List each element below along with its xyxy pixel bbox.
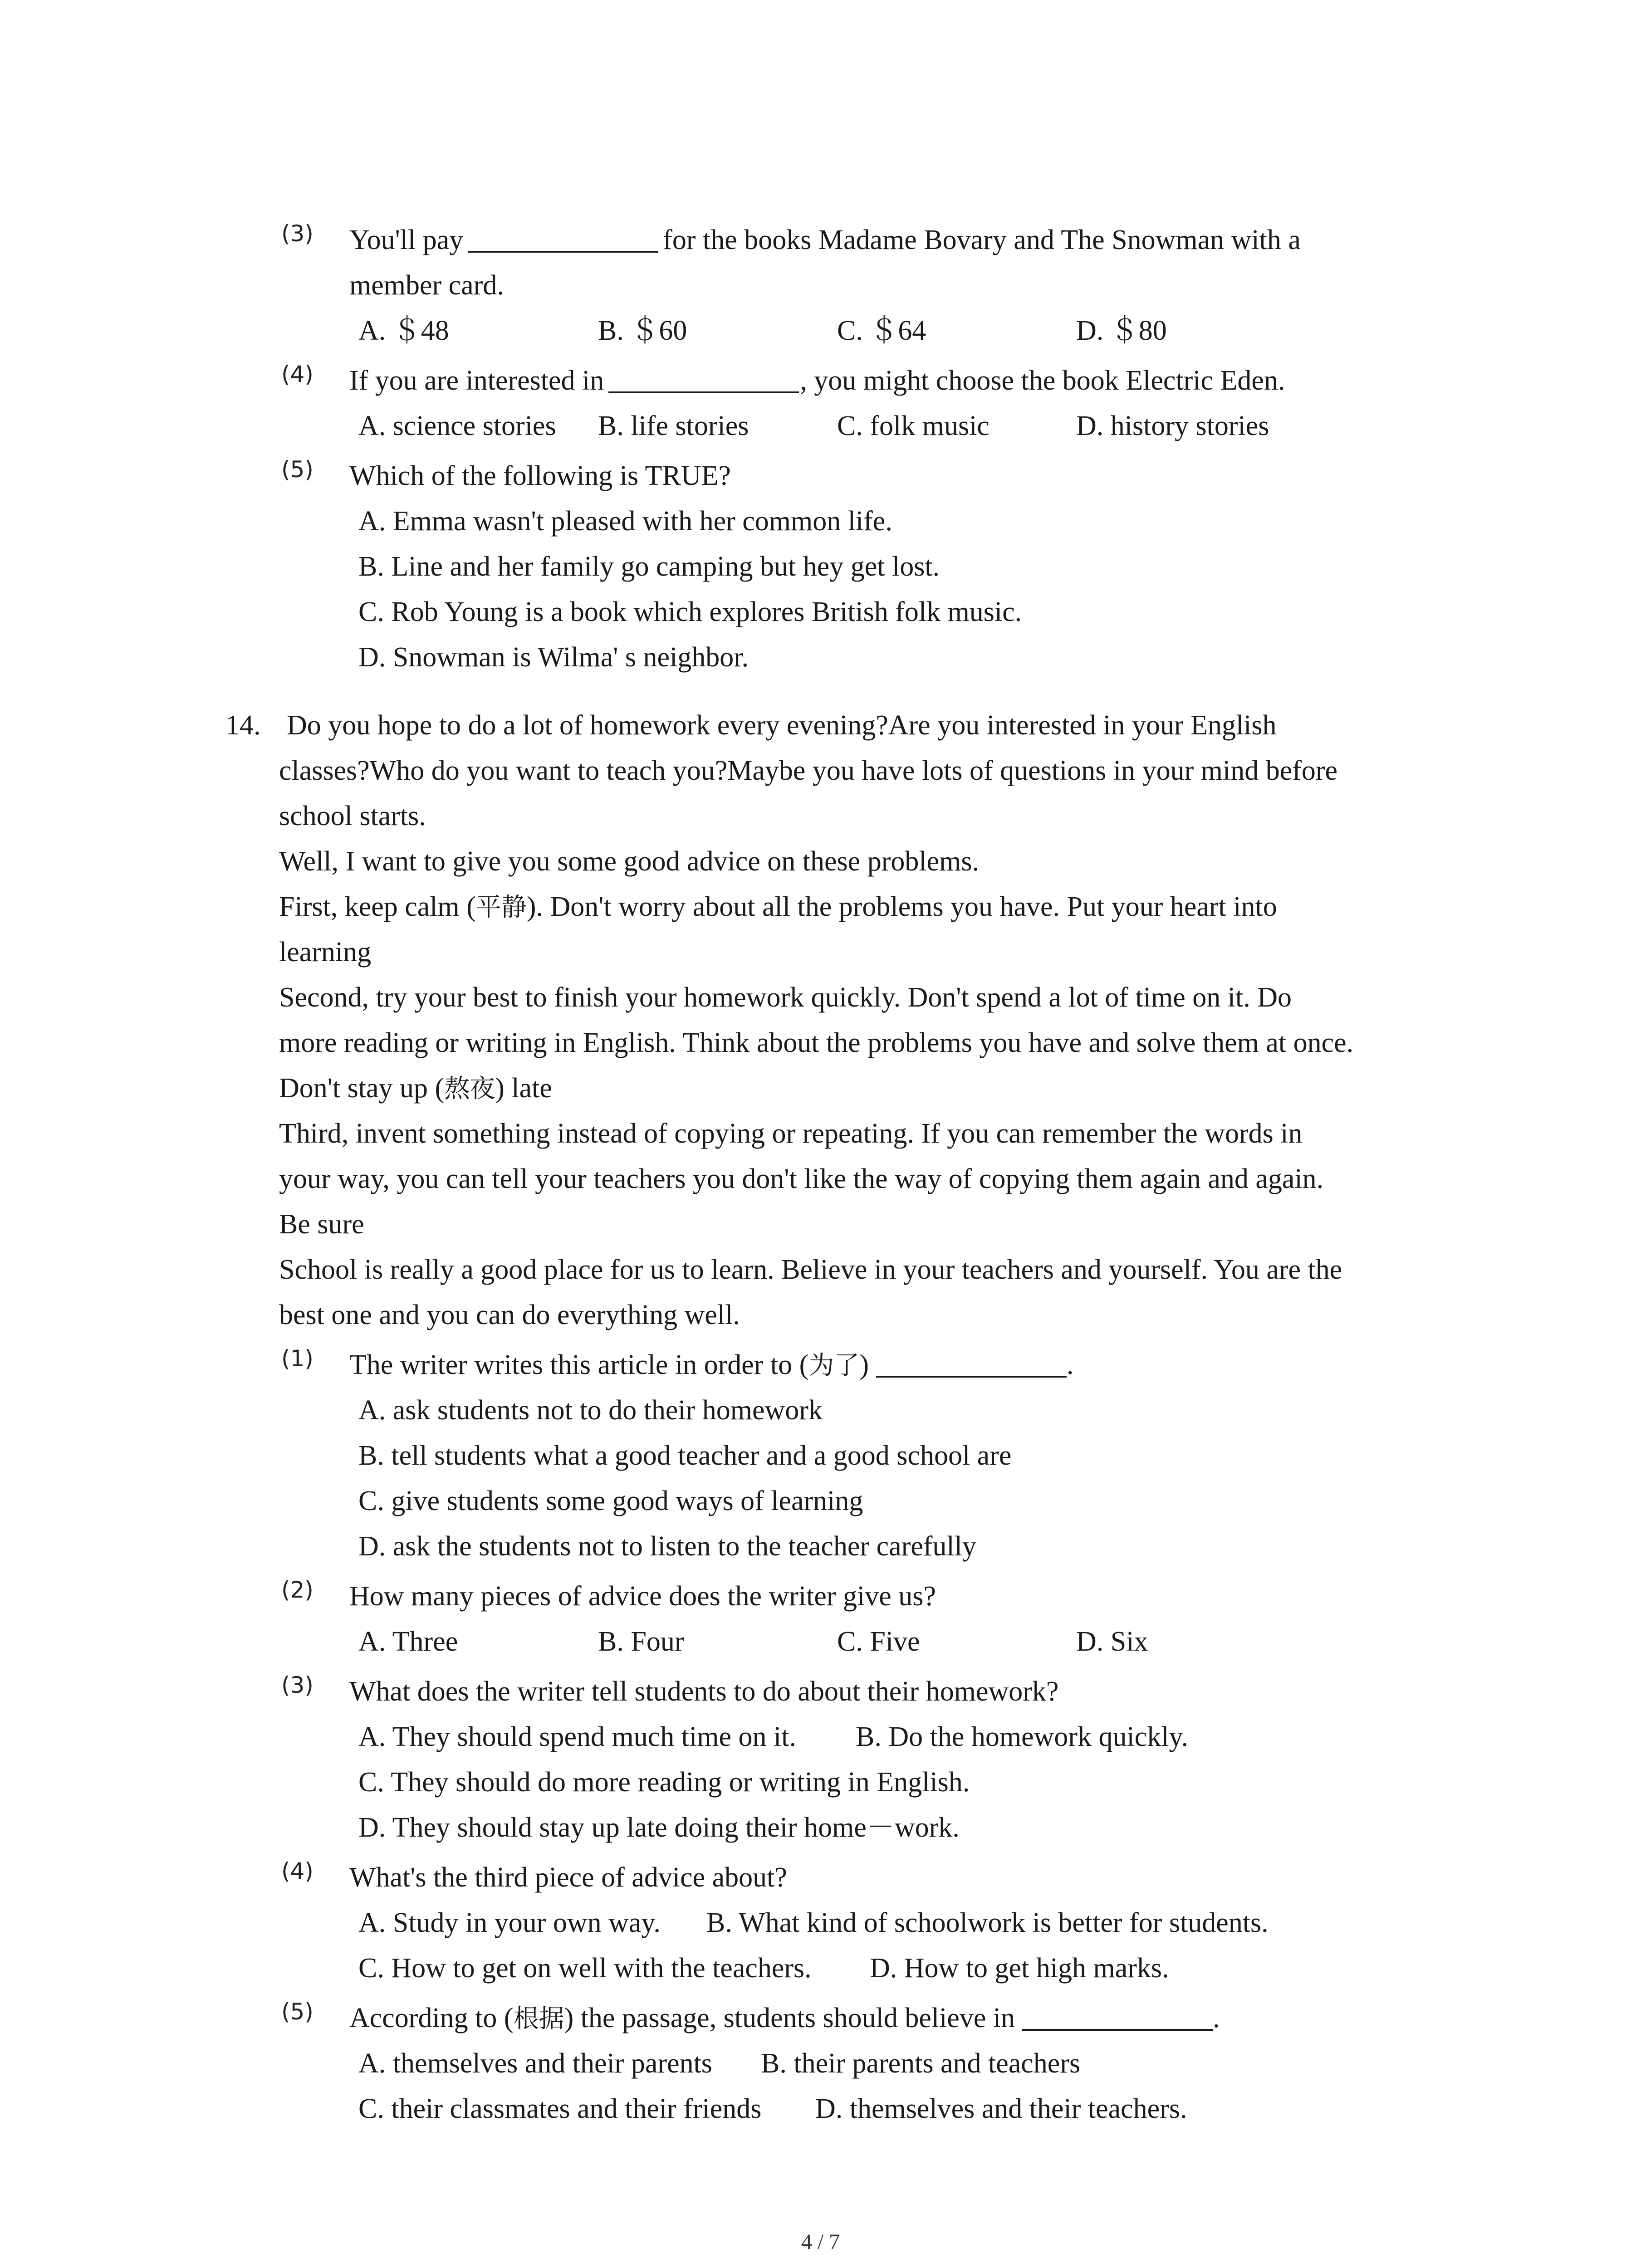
stem-text: If you are interested in [349, 365, 604, 396]
stem-text: ) [859, 1349, 869, 1380]
passage-line [279, 893, 1277, 921]
option-c: C. How to get on well with the teachers. [358, 1953, 812, 1984]
option-c: C. ＄64 [837, 315, 926, 346]
question-number: (3) [281, 220, 314, 247]
passage-line: Be sure [279, 1209, 364, 1240]
option-d: D. themselves and their teachers. [815, 2093, 1187, 2124]
passage-text: ). Don't worry about all the problems you have. Put your heart into [526, 891, 1277, 922]
option-b: B. ＄60 [598, 315, 687, 346]
passage-line: Do you hope to do a lot of homework every evening?Are you interested in your English [287, 710, 1277, 741]
question-number: (1) [281, 1345, 314, 1372]
question-number: (5) [281, 1999, 314, 2025]
stem-text: . [1213, 2003, 1220, 2033]
question-stem [349, 2004, 1220, 2032]
passage-line: more reading or writing in English. Think about the problems you have and solve them at once. [279, 1027, 1354, 1058]
passage-line: your way, you can tell your teachers you don't like the way of copying them again and again. [279, 1163, 1324, 1194]
option-d: D. ask the students not to listen to the teacher carefully [358, 1531, 976, 1562]
passage-line: Third, invent something instead of copying or repeating. If you can remember the words in [279, 1118, 1303, 1149]
option-d: D. history stories [1076, 411, 1269, 441]
option-a: A. science stories [358, 411, 556, 441]
question-stem: How many pieces of advice does the writer give us? [349, 1581, 936, 1612]
chinese-gloss: 平静 [475, 893, 527, 922]
option-a: A. ask students not to do their homework [358, 1395, 823, 1426]
option-b: B. tell students what a good teacher and a good school are [358, 1440, 1012, 1471]
stem-text: The writer writes this article in order to ( [349, 1349, 809, 1380]
chinese-gloss: 根据 [513, 2004, 564, 2033]
chinese-gloss: 为了 [808, 1351, 860, 1380]
option-c: C. their classmates and their friends [358, 2093, 762, 2124]
option-d: D. ＄80 [1076, 315, 1167, 346]
option-d: D. Snowman is Wilma' s neighbor. [358, 642, 749, 673]
stem-text: for the books Madame Bovary and The Snowman with a [663, 225, 1301, 255]
answer-blank [608, 391, 799, 393]
option-b: B. What kind of schoolwork is better for students. [706, 1907, 1269, 1938]
passage-line: School is really a good place for us to learn. Believe in your teachers and yourself. You are the [279, 1254, 1342, 1285]
question-number: (4) [281, 1858, 314, 1884]
stem-text: ) the passage, students should believe in [564, 2003, 1015, 2033]
question-stem [349, 226, 1301, 254]
option-a: A. They should spend much time on it. [358, 1721, 796, 1752]
option-c: C. give students some good ways of learning [358, 1486, 863, 1516]
question-stem [349, 367, 1285, 395]
stem-text: , you might choose the book Electric Eden. [800, 365, 1285, 396]
option-c: C. Five [837, 1626, 920, 1657]
passage-line: classes?Who do you want to teach you?Maybe you have lots of questions in your mind before [279, 755, 1338, 786]
option-b: B. their parents and teachers [761, 2048, 1081, 2079]
stem-text: According to ( [349, 2003, 514, 2033]
option-b: B. Do the homework quickly. [856, 1721, 1188, 1752]
passage-line: best one and you can do everything well. [279, 1300, 740, 1330]
passage-text: First, keep calm ( [279, 891, 476, 922]
answer-blank [1022, 2028, 1213, 2031]
passage-line: school starts. [279, 801, 426, 831]
question-number: (5) [281, 456, 314, 483]
option-c: C. They should do more reading or writing in English. [358, 1767, 970, 1798]
passage-line: Well, I want to give you some good advice on these problems. [279, 846, 979, 877]
passage-text: Don't stay up ( [279, 1073, 445, 1104]
question-stem: What's the third piece of advice about? [349, 1862, 787, 1893]
stem-text: You'll pay [349, 225, 464, 255]
option-a: A. Three [358, 1626, 458, 1657]
option-a: A. themselves and their parents [358, 2048, 712, 2079]
option-d: D. How to get high marks. [870, 1953, 1169, 1984]
option-a: A. Study in your own way. [358, 1907, 661, 1938]
option-a: A. Emma wasn't pleased with her common life. [358, 506, 892, 537]
answer-blank [468, 250, 658, 253]
option-d: D. They should stay up late doing their home－work. [358, 1812, 960, 1843]
passage-line [279, 1074, 552, 1102]
question-number: (4) [281, 361, 314, 387]
stem-text: . [1066, 1349, 1074, 1380]
question-number: 14. [225, 710, 261, 741]
question-stem: Which of the following is TRUE? [349, 460, 731, 491]
page-number: 4 / 7 [801, 2230, 840, 2254]
option-c: C. folk music [837, 411, 989, 441]
question-stem-cont: member card. [349, 270, 504, 301]
chinese-gloss: 熬夜 [444, 1074, 495, 1104]
question-stem [349, 1351, 1073, 1379]
passage-text: ) late [495, 1073, 552, 1104]
option-b: B. Four [598, 1626, 684, 1657]
passage-line: learning [279, 937, 372, 968]
question-stem: What does the writer tell students to do about their homework? [349, 1676, 1059, 1707]
question-number: (2) [281, 1577, 314, 1603]
option-d: D. Six [1076, 1626, 1148, 1657]
option-b: B. Line and her family go camping but hey get lost. [358, 551, 940, 582]
answer-blank [876, 1375, 1067, 1378]
passage-line: Second, try your best to finish your homework quickly. Don't spend a lot of time on it. Do [279, 982, 1292, 1013]
question-number: (3) [281, 1672, 314, 1698]
option-b: B. life stories [598, 411, 749, 441]
option-c: C. Rob Young is a book which explores British folk music. [358, 596, 1022, 627]
option-a: A. ＄48 [358, 315, 449, 346]
